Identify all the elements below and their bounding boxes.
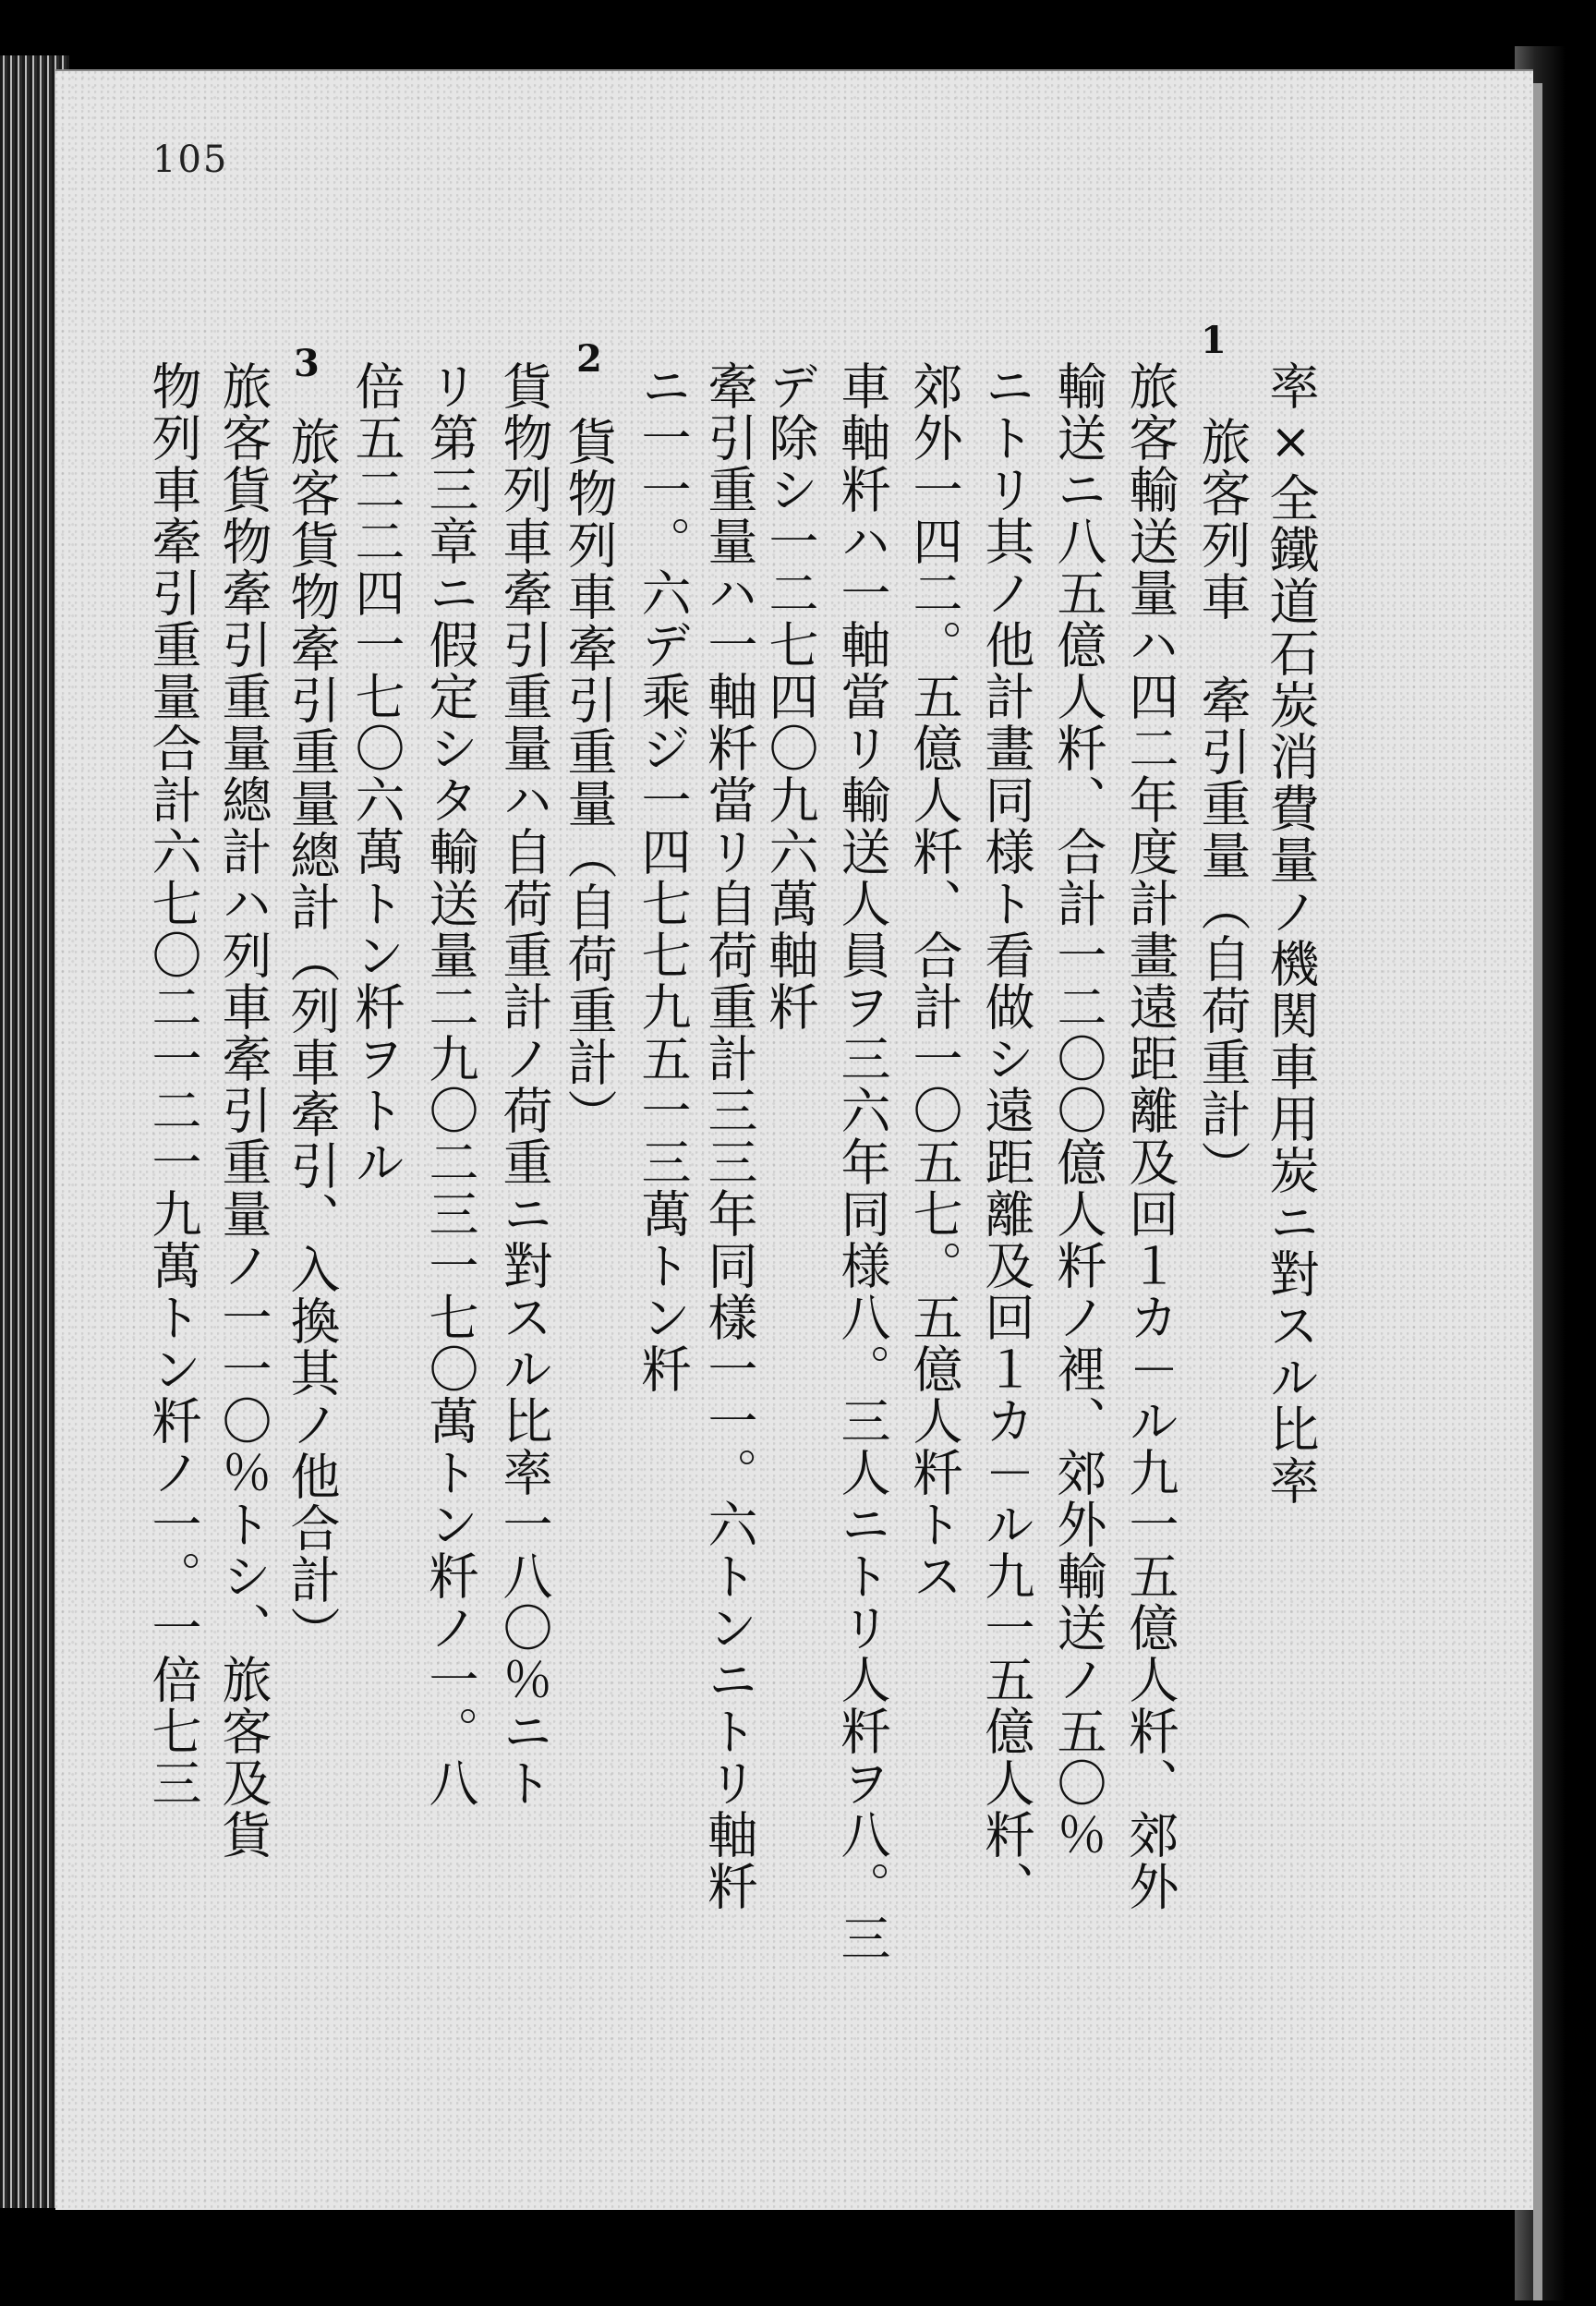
section-heading: 貨物列車牽引重量（自荷重計） — [560, 416, 618, 1140]
text-column: 物列車牽引重量合計六七〇二一二一九萬トン粁ノ一。一倍七三 — [144, 360, 202, 1809]
text-column: 率×全鐵道石炭消費量ノ機関車用炭ニ對スル比率 — [1262, 360, 1320, 1507]
section-number-2: 2 — [576, 337, 602, 381]
text-column: デ除シ一二七四〇九六萬軸粁 — [761, 360, 819, 1033]
text-column: 倍五二二四一七〇六萬トン粁ヲトル — [347, 360, 405, 1188]
text-column: 牽引重量ハ一軸粁當リ自荷重計三三年同樣一一。六トンニトリ軸粁 — [700, 360, 758, 1912]
text-column: 旅客貨物牽引重量總計ハ列車牽引重量ノ一一〇％トシ、旅客及貨 — [214, 360, 272, 1861]
text-column: 車軸粁ハ一軸當リ輸送人員ヲ三六年同様八。三人ニトリ人粁ヲ八。三 — [833, 360, 891, 1964]
text-column: ニトリ其ノ他計畫同様ト看做シ遠距離及回１カ－ル九一五億人粁、 — [977, 360, 1035, 1912]
text-column: 輸送ニ八五億人粁、合計一二〇〇億人粁ノ裡、郊外輸送ノ五〇％ — [1049, 360, 1107, 1861]
page-number: 105 — [152, 139, 229, 181]
section-number-3: 3 — [294, 342, 320, 385]
text-column: 旅客輸送量ハ四二年度計畫遠距離及回１カ－ル九一五億人粁、郊外 — [1121, 360, 1179, 1912]
text-column: リ第三章ニ假定シタ輸送量二九〇二三一七〇萬トン粁ノ一。八 — [421, 360, 479, 1809]
section-heading: 旅客貨物牽引重量總計（列車牽引、入換其ノ他合計） — [283, 416, 341, 1657]
text-column: 郊外一四二。五億人粁、合計一〇五七。五億人粁トス — [905, 360, 963, 1602]
section-number-1: 1 — [1201, 319, 1227, 362]
text-column: ニ一一。六デ乘ジ一四七七九五一三萬トン粁 — [634, 360, 692, 1395]
text-column: 貨物列車牽引重量ハ自荷重計ノ荷重ニ對スル比率一八〇％ニト — [495, 360, 553, 1809]
section-heading: 旅客列車 牽引重量（自荷重計） — [1193, 416, 1251, 1192]
page-edge-strip — [1533, 83, 1542, 2300]
